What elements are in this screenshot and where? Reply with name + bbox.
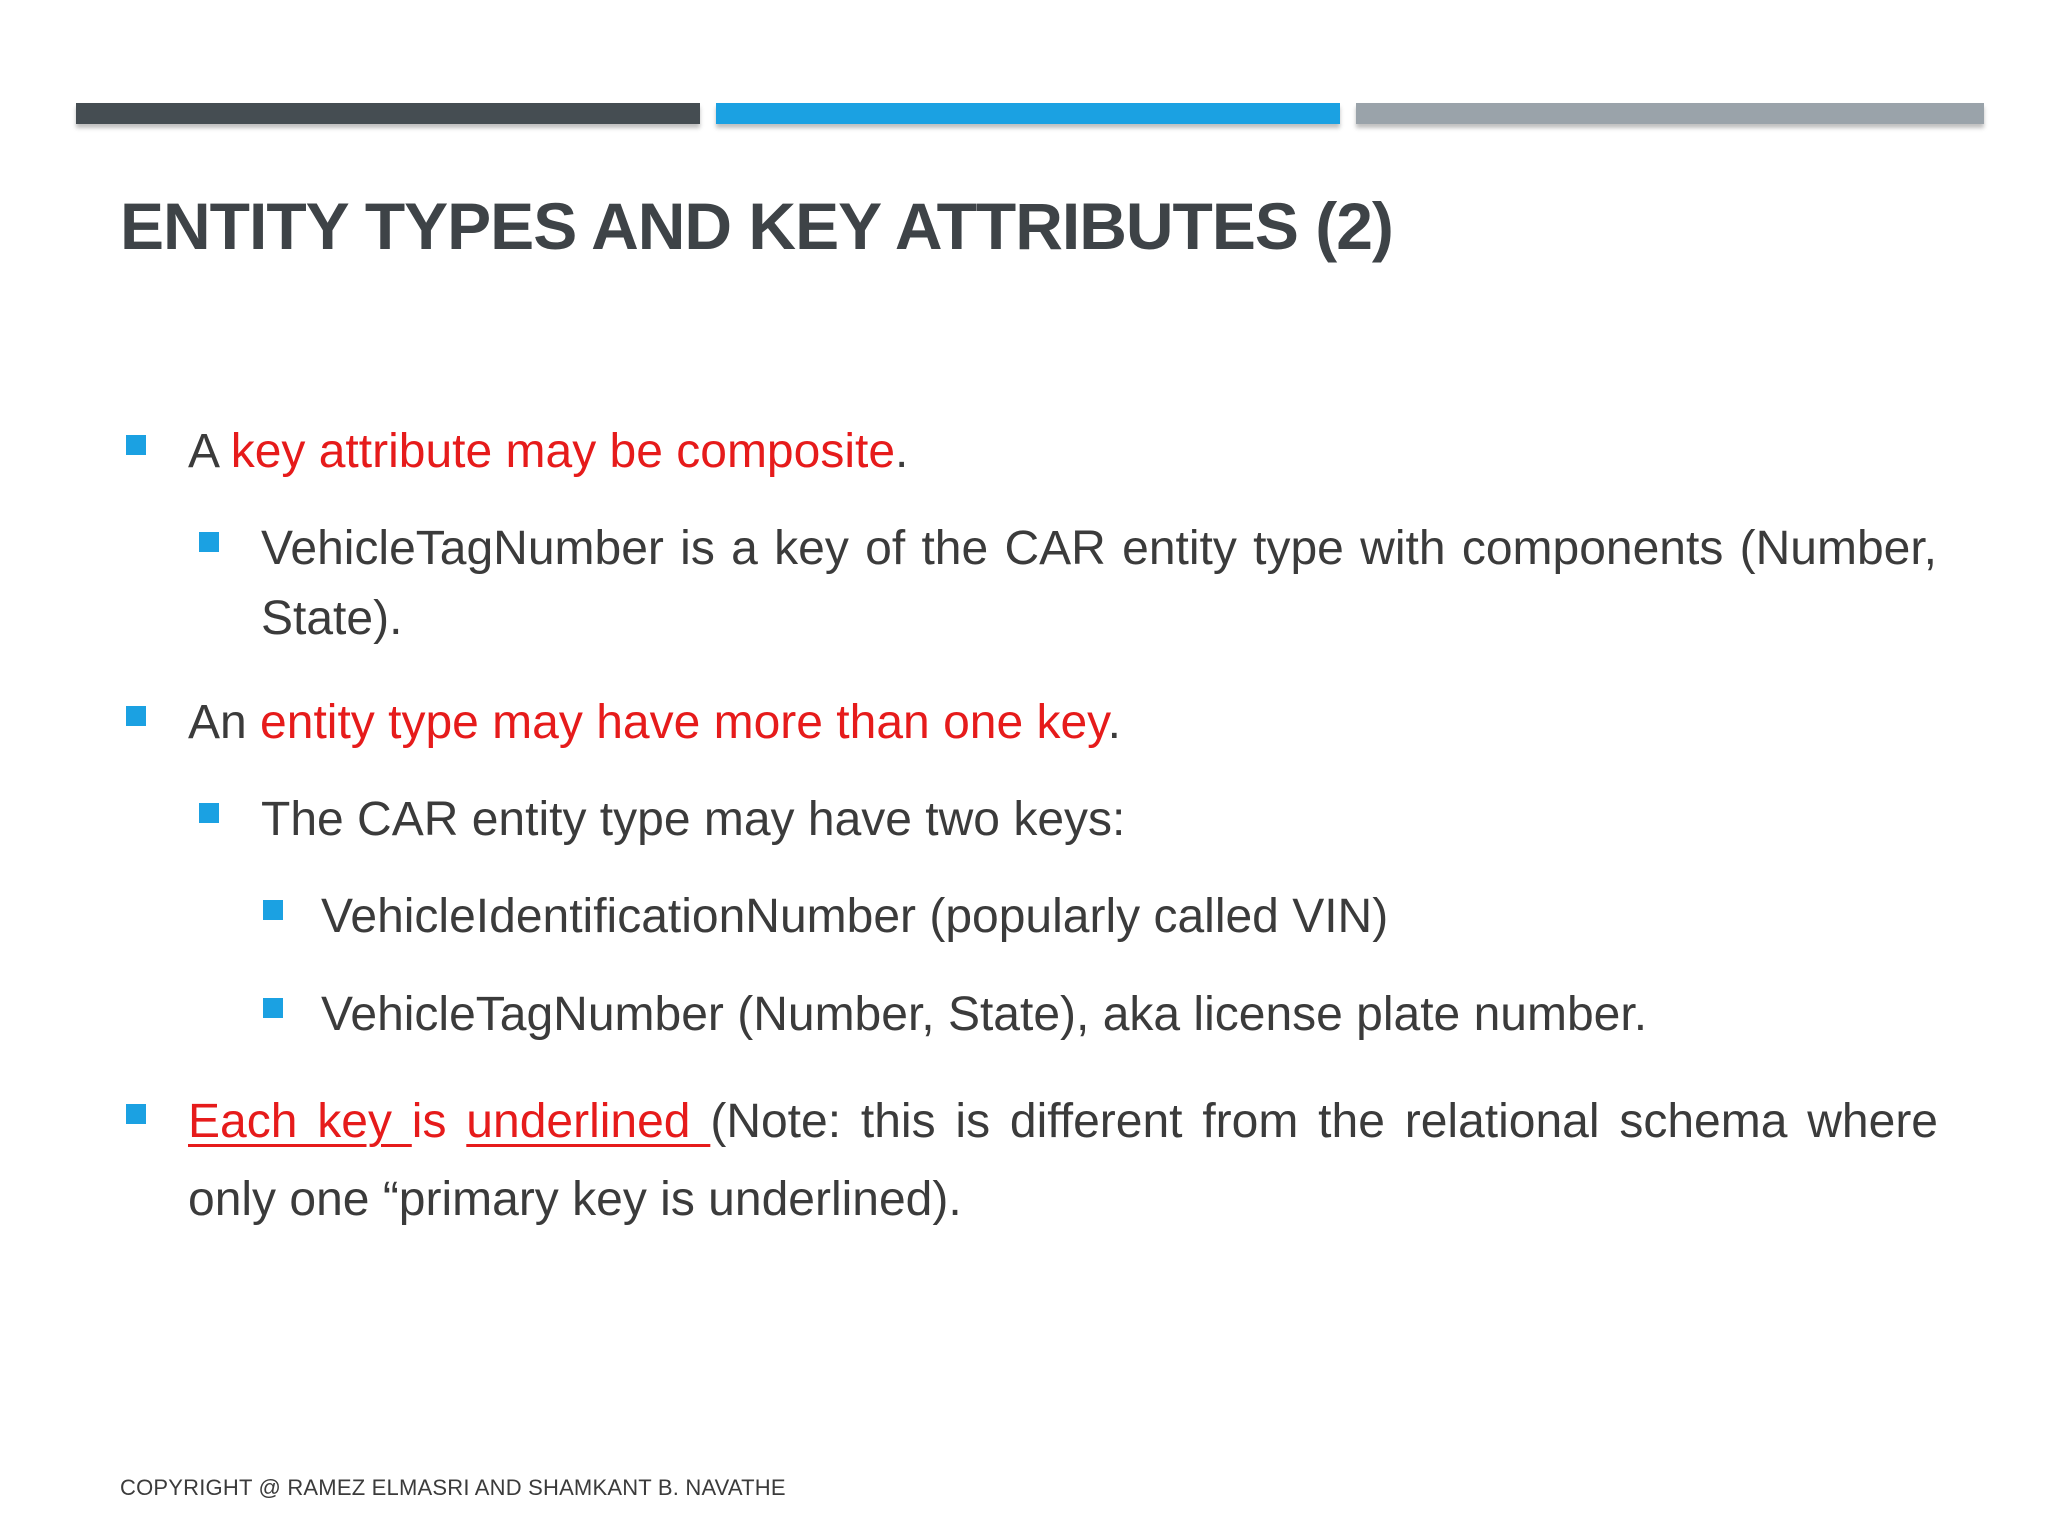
decorative-top-bars <box>76 103 1984 127</box>
bullet-multiple-keys: An entity type may have more than one key. <box>188 688 1938 758</box>
sub-bullet-vehicle-tag-number: VehicleTagNumber is a key of the CAR entity type with components (Number, State). <box>261 514 1937 654</box>
top-bar-gray <box>1356 103 1984 124</box>
slide-title: ENTITY TYPES AND KEY ATTRIBUTES (2) <box>120 189 1393 263</box>
top-bar-dark <box>76 103 700 124</box>
top-bar-blue <box>716 103 1340 124</box>
sub-bullet-car-two-keys: The CAR entity type may have two keys: <box>261 785 1937 855</box>
square-bullet-icon <box>263 998 283 1018</box>
highlight-text: key attribute may be composite <box>230 425 896 478</box>
sub-sub-bullet-license-plate: VehicleTagNumber (Number, State), aka license plate number. <box>321 980 1937 1050</box>
sub-sub-bullet-vin: VehicleIdentificationNumber (popularly called VIN) <box>321 882 1937 952</box>
bullet-each-key-underlined: Each key is underlined (Note: this is different from the relational schema where only one “primary key is underlined). <box>188 1083 1938 1239</box>
square-bullet-icon <box>126 706 146 726</box>
highlight-text: entity type may have more than one key <box>260 696 1108 749</box>
copyright-footer: COPYRIGHT @ RAMEZ ELMASRI AND SHAMKANT B. NAVATHE <box>120 1475 786 1500</box>
bullet-key-composite: A key attribute may be composite. <box>188 417 1938 487</box>
underlined-highlight-text: underlined <box>466 1095 691 1148</box>
square-bullet-icon <box>126 435 146 455</box>
square-bullet-icon <box>199 803 219 823</box>
square-bullet-icon <box>199 532 219 552</box>
square-bullet-icon <box>263 900 283 920</box>
underlined-highlight-text: Each key <box>188 1095 412 1148</box>
square-bullet-icon <box>126 1104 146 1124</box>
